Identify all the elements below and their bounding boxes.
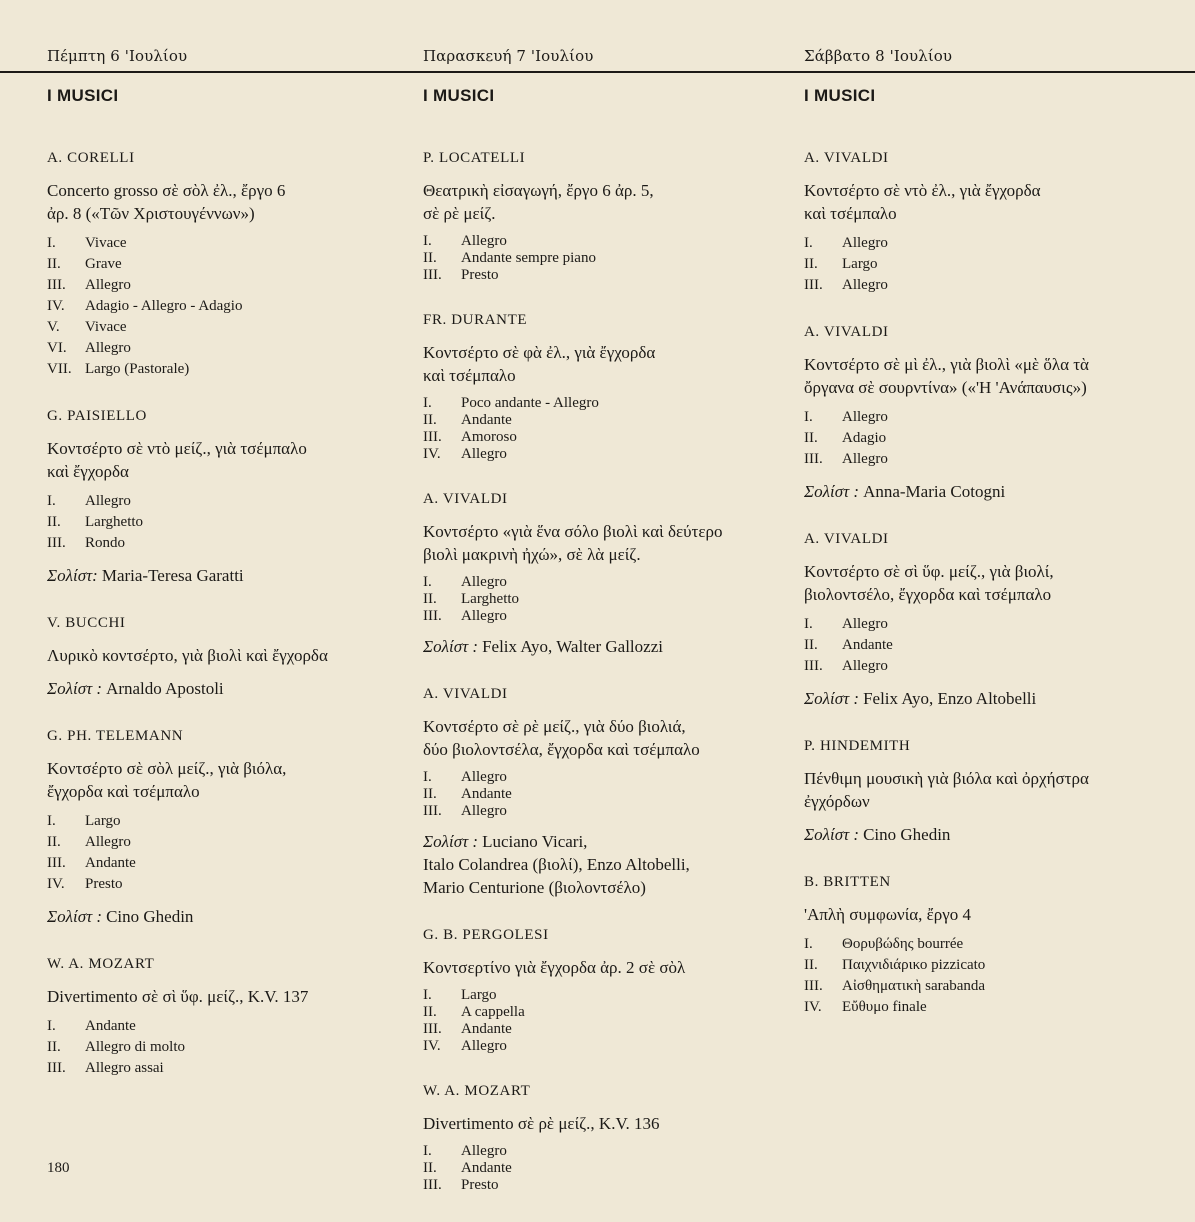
movement-name: Andante <box>461 412 512 428</box>
movement-list <box>423 395 803 463</box>
movement-number: I. <box>804 616 813 632</box>
movement-number: II. <box>47 256 61 272</box>
movement-number: III. <box>804 978 823 994</box>
movement-name: Θορυβώδης bourrée <box>842 936 964 952</box>
movement-item <box>423 786 803 803</box>
movement-name: Adagio - Allegro - Adagio <box>85 298 243 314</box>
movement-number: I. <box>804 936 813 952</box>
movement-name: Allegro <box>461 803 507 819</box>
movement-number: I. <box>47 1018 56 1034</box>
movement-name: A cappella <box>461 1004 525 1020</box>
movement-name: Andante <box>461 786 512 802</box>
movement-item <box>804 275 1184 296</box>
movement-name: Allegro <box>461 446 507 462</box>
program-piece <box>423 150 803 284</box>
movement-name: Andante <box>85 855 136 871</box>
program-column-thursday <box>47 86 427 1107</box>
movement-number: III. <box>47 535 66 551</box>
movement-number: I. <box>804 409 813 425</box>
soloist-label: Σολίστ: <box>47 566 98 585</box>
movement-item <box>47 317 427 338</box>
movement-item <box>804 635 1184 656</box>
movement-item <box>423 1177 803 1194</box>
header-rule <box>0 71 1195 73</box>
movement-name: Amoroso <box>461 429 517 445</box>
program-piece <box>47 956 427 1079</box>
movement-item <box>47 853 427 874</box>
movement-number: III. <box>804 451 823 467</box>
program-piece <box>804 150 1184 296</box>
movement-item <box>804 254 1184 275</box>
work-title: 'Απλὴ συμφωνία, ἔργο 4 <box>804 905 972 924</box>
composer-name: G. PAISIELLO <box>47 408 147 424</box>
movement-item <box>423 608 803 625</box>
soloist-line <box>804 480 1184 503</box>
movement-number: I. <box>804 235 813 251</box>
movement-name: Largo <box>461 987 497 1003</box>
movement-item <box>423 446 803 463</box>
work-title: Divertimento σὲ σὶ ὕφ. μείζ., K.V. 137 <box>47 987 309 1006</box>
movement-number: I. <box>47 235 56 251</box>
movement-item <box>47 832 427 853</box>
movement-number: III. <box>423 267 442 283</box>
page-number: 180 <box>47 1160 70 1176</box>
work-title: Θεατρικὴ εἰσαγωγή, ἔργο 6 ἀρ. 5, σὲ ρὲ μείζ. <box>423 181 654 223</box>
movement-name: Andante <box>461 1160 512 1176</box>
soloist-line <box>423 830 803 899</box>
movement-name: Allegro <box>461 233 507 249</box>
movement-number: IV. <box>47 298 65 314</box>
composer-name: P. HINDEMITH <box>804 738 911 754</box>
ensemble-heading: I MUSICI <box>47 86 119 105</box>
soloist-label: Σολίστ : <box>423 637 479 656</box>
movement-number: II. <box>47 1039 61 1055</box>
movement-list <box>804 934 1184 1018</box>
movement-item <box>423 1038 803 1055</box>
movement-name: Allegro <box>461 1038 507 1054</box>
movement-name: Largo <box>842 256 878 272</box>
program-piece <box>804 531 1184 710</box>
movement-item <box>804 934 1184 955</box>
movement-number: VI. <box>47 340 67 356</box>
movement-item <box>423 429 803 446</box>
program-column-friday <box>423 86 803 1222</box>
movement-name: Andante <box>85 1018 136 1034</box>
soloist-label: Σολίστ : <box>423 832 479 851</box>
movement-item <box>47 1058 427 1079</box>
movement-item <box>804 997 1184 1018</box>
soloist-label: Σολίστ : <box>804 689 860 708</box>
movement-number: II. <box>423 591 437 607</box>
movement-list <box>47 233 427 380</box>
soloist-name: Felix Ayo, Enzo Altobelli <box>863 689 1037 708</box>
movement-number: I. <box>423 233 432 249</box>
movement-item <box>47 254 427 275</box>
movement-name: Largo <box>85 813 121 829</box>
movement-name: Allegro <box>461 769 507 785</box>
movement-number: I. <box>423 395 432 411</box>
movement-number: IV. <box>804 999 822 1015</box>
program-piece <box>423 312 803 463</box>
movement-item <box>47 1016 427 1037</box>
movement-number: III. <box>423 1021 442 1037</box>
composer-name: P. LOCATELLI <box>423 150 526 166</box>
movement-name: Allegro <box>85 277 131 293</box>
movement-name: Allegro assai <box>85 1060 164 1076</box>
composer-name: V. BUCCHI <box>47 615 126 631</box>
movement-item <box>423 233 803 250</box>
program-piece <box>804 324 1184 503</box>
movement-list <box>423 1143 803 1194</box>
movement-number: III. <box>47 1060 66 1076</box>
program-piece <box>47 728 427 928</box>
movement-number: II. <box>804 430 818 446</box>
work-title: Κοντσέρτο σὲ φὰ ἐλ., γιὰ ἔγχορδα καὶ τσέμπαλο <box>423 343 656 385</box>
work-title: Κοντσέρτο σὲ μὶ ἐλ., γιὰ βιολὶ «μὲ ὅλα τὰ ὄργανα σὲ σουρντίνα» («'Η 'Ανάπαυσις») <box>804 355 1089 397</box>
ensemble-heading: I MUSICI <box>423 86 495 105</box>
movement-item <box>423 803 803 820</box>
movement-item <box>47 1037 427 1058</box>
composer-name: B. BRITTEN <box>804 874 891 890</box>
movement-name: Εὔθυμο finale <box>842 999 927 1015</box>
soloist-label: Σολίστ : <box>47 679 103 698</box>
movement-item <box>423 1021 803 1038</box>
movement-name: Allegro <box>461 608 507 624</box>
work-title: Κοντσέρτο σὲ ντὸ ἐλ., γιὰ ἔγχορδα καὶ τσέμπαλο <box>804 181 1041 223</box>
movement-name: Presto <box>461 267 499 283</box>
movement-item <box>423 1143 803 1160</box>
movement-name: Allegro <box>842 451 888 467</box>
movement-name: Rondo <box>85 535 126 551</box>
soloist-name: Anna-Maria Cotogni <box>863 482 1006 501</box>
ensemble-heading: I MUSICI <box>804 86 876 105</box>
movement-number: IV. <box>423 446 441 462</box>
work-title: Λυρικὸ κοντσέρτο, γιὰ βιολὶ καὶ ἔγχορδα <box>47 646 328 665</box>
movement-list <box>423 574 803 625</box>
movement-number: II. <box>804 637 818 653</box>
movement-name: Grave <box>85 256 122 272</box>
soloist-line <box>47 564 427 587</box>
composer-name: A. VIVALDI <box>804 531 889 547</box>
movement-item <box>47 874 427 895</box>
movement-name: Αἰσθηματικὴ sarabanda <box>842 978 986 994</box>
movement-number: III. <box>47 855 66 871</box>
movement-number: III. <box>423 608 442 624</box>
composer-name: W. A. MOZART <box>47 956 155 972</box>
soloist-name: Cino Ghedin <box>863 825 951 844</box>
day-header-friday: Παρασκευή 7 'Ιουλίου <box>423 47 594 65</box>
work-title: Concerto grosso σὲ σὸλ ἐλ., ἔργο 6 ἀρ. 8 («Τῶν Χριστουγέννων») <box>47 181 286 223</box>
composer-name: W. A. MOZART <box>423 1083 531 1099</box>
movement-name: Allegro <box>85 834 131 850</box>
movement-list <box>804 614 1184 677</box>
movement-name: Allegro <box>842 409 888 425</box>
soloist-name: Felix Ayo, Walter Gallozzi <box>482 637 663 656</box>
movement-number: I. <box>423 987 432 1003</box>
program-piece <box>47 408 427 587</box>
movement-number: II. <box>423 412 437 428</box>
movement-list <box>804 407 1184 470</box>
soloist-name: Cino Ghedin <box>106 907 194 926</box>
day-header-saturday: Σάββατο 8 'Ιουλίου <box>804 47 953 65</box>
movement-item <box>47 296 427 317</box>
work-title: Κοντσερτίνο γιὰ ἔγχορδα ἀρ. 2 σὲ σὸλ <box>423 958 686 977</box>
movement-number: III. <box>804 277 823 293</box>
movement-item <box>804 955 1184 976</box>
movement-item <box>423 574 803 591</box>
composer-name: A. VIVALDI <box>423 491 508 507</box>
movement-item <box>47 233 427 254</box>
work-title: Κοντσέρτο σὲ σὸλ μείζ., γιὰ βιόλα, ἔγχορδα καὶ τσέμπαλο <box>47 759 287 801</box>
program-piece <box>804 738 1184 846</box>
movement-number: I. <box>423 1143 432 1159</box>
movement-list <box>423 769 803 820</box>
day-header-thursday: Πέμπτη 6 'Ιουλίου <box>47 47 188 65</box>
movement-name: Largo (Pastorale) <box>85 361 190 377</box>
movement-list <box>423 987 803 1055</box>
program-column-saturday <box>804 86 1184 1046</box>
composer-name: A. VIVALDI <box>804 324 889 340</box>
movement-number: I. <box>47 493 56 509</box>
program-piece <box>423 686 803 899</box>
work-title: Divertimento σὲ ρὲ μείζ., K.V. 136 <box>423 1114 660 1133</box>
soloist-label: Σολίστ : <box>47 907 103 926</box>
movement-number: II. <box>423 250 437 266</box>
movement-name: Allegro di molto <box>85 1039 185 1055</box>
movement-item <box>804 449 1184 470</box>
work-title: Κοντσέρτο σὲ σὶ ὕφ. μείζ., γιὰ βιολί, βιολοντσέλο, ἔγχορδα καὶ τσέμπαλο <box>804 562 1054 604</box>
soloist-line <box>804 823 1184 846</box>
movement-name: Larghetto <box>461 591 520 607</box>
movement-list <box>47 1016 427 1079</box>
composer-name: FR. DURANTE <box>423 312 528 328</box>
movement-name: Allegro <box>461 1143 507 1159</box>
movement-list <box>804 233 1184 296</box>
movement-name: Presto <box>461 1177 499 1193</box>
movement-name: Allegro <box>461 574 507 590</box>
movement-item <box>47 359 427 380</box>
movement-item <box>423 769 803 786</box>
soloist-label: Σολίστ : <box>804 825 860 844</box>
movement-number: II. <box>804 957 818 973</box>
movement-number: IV. <box>47 876 65 892</box>
soloist-name: Maria-Teresa Garatti <box>101 566 244 585</box>
movement-item <box>47 338 427 359</box>
movement-name: Adagio <box>842 430 887 446</box>
movement-list <box>423 233 803 284</box>
movement-name: Allegro <box>842 277 888 293</box>
movement-name: Allegro <box>842 616 888 632</box>
program-piece <box>804 874 1184 1018</box>
composer-name: A. CORELLI <box>47 150 135 166</box>
soloist-line <box>423 635 803 658</box>
movement-number: I. <box>423 769 432 785</box>
movement-name: Andante sempre piano <box>461 250 596 266</box>
program-piece <box>423 927 803 1055</box>
movement-name: Poco andante - Allegro <box>461 395 599 411</box>
movement-item <box>804 976 1184 997</box>
movement-name: Allegro <box>842 658 888 674</box>
work-title: Πένθιμη μουσικὴ γιὰ βιόλα καὶ ὀρχήστρα ἐγχόρδων <box>804 769 1089 811</box>
movement-number: III. <box>423 429 442 445</box>
movement-item <box>804 614 1184 635</box>
movement-number: I. <box>47 813 56 829</box>
movement-item <box>423 1004 803 1021</box>
movement-number: III. <box>423 1177 442 1193</box>
soloist-name: Arnaldo Apostoli <box>106 679 224 698</box>
movement-name: Andante <box>842 637 893 653</box>
movement-number: III. <box>423 803 442 819</box>
movement-item <box>423 412 803 429</box>
soloist-line <box>47 905 427 928</box>
movement-item <box>47 512 427 533</box>
movement-item <box>423 395 803 412</box>
movement-number: II. <box>423 1004 437 1020</box>
movement-item <box>804 428 1184 449</box>
soloist-line <box>47 677 427 700</box>
movement-item <box>804 233 1184 254</box>
movement-name: Vivace <box>85 235 127 251</box>
movement-number: VII. <box>47 361 72 377</box>
soloist-label: Σολίστ : <box>804 482 860 501</box>
program-piece <box>423 491 803 658</box>
movement-number: II. <box>47 834 61 850</box>
movement-list <box>47 811 427 895</box>
movement-item <box>423 250 803 267</box>
movement-number: II. <box>47 514 61 530</box>
movement-number: I. <box>423 574 432 590</box>
movement-name: Andante <box>461 1021 512 1037</box>
movement-name: Allegro <box>842 235 888 251</box>
movement-item <box>47 275 427 296</box>
work-title: Κοντσέρτο σὲ ντὸ μείζ., γιὰ τσέμπαλο καὶ ἔγχορδα <box>47 439 307 481</box>
movement-number: II. <box>423 1160 437 1176</box>
movement-item <box>804 407 1184 428</box>
soloist-name: Luciano Vicari, Italo Colandrea (βιολί), Enzo Altobelli, Mario Centurione (βιολοντσέλο) <box>423 832 690 897</box>
movement-number: II. <box>423 786 437 802</box>
movement-item <box>804 656 1184 677</box>
program-piece <box>47 615 427 700</box>
movement-name: Παιχνιδιάρικο pizzicato <box>842 957 986 973</box>
composer-name: A. VIVALDI <box>423 686 508 702</box>
work-title: Κοντσέρτο σὲ ρὲ μείζ., γιὰ δύο βιολιά, δύο βιολοντσέλα, ἔγχορδα καὶ τσέμπαλο <box>423 717 700 759</box>
movement-item <box>47 491 427 512</box>
movement-number: III. <box>804 658 823 674</box>
movement-name: Presto <box>85 876 123 892</box>
movement-number: III. <box>47 277 66 293</box>
movement-item <box>423 267 803 284</box>
movement-item <box>423 987 803 1004</box>
program-piece <box>47 150 427 380</box>
work-title: Κοντσέρτο «γιὰ ἕνα σόλο βιολὶ καὶ δεύτερο βιολὶ μακρινὴ ἠχώ», σὲ λὰ μείζ. <box>423 522 723 564</box>
movement-number: IV. <box>423 1038 441 1054</box>
composer-name: A. VIVALDI <box>804 150 889 166</box>
movement-item <box>423 591 803 608</box>
movement-list <box>47 491 427 554</box>
composer-name: G. B. PERGOLESI <box>423 927 549 943</box>
movement-item <box>423 1160 803 1177</box>
movement-name: Vivace <box>85 319 127 335</box>
movement-item <box>47 811 427 832</box>
movement-name: Allegro <box>85 493 131 509</box>
movement-item <box>47 533 427 554</box>
movement-number: V. <box>47 319 60 335</box>
movement-name: Larghetto <box>85 514 144 530</box>
composer-name: G. PH. TELEMANN <box>47 728 184 744</box>
soloist-line <box>804 687 1184 710</box>
movement-number: II. <box>804 256 818 272</box>
movement-name: Allegro <box>85 340 131 356</box>
program-piece <box>423 1083 803 1194</box>
